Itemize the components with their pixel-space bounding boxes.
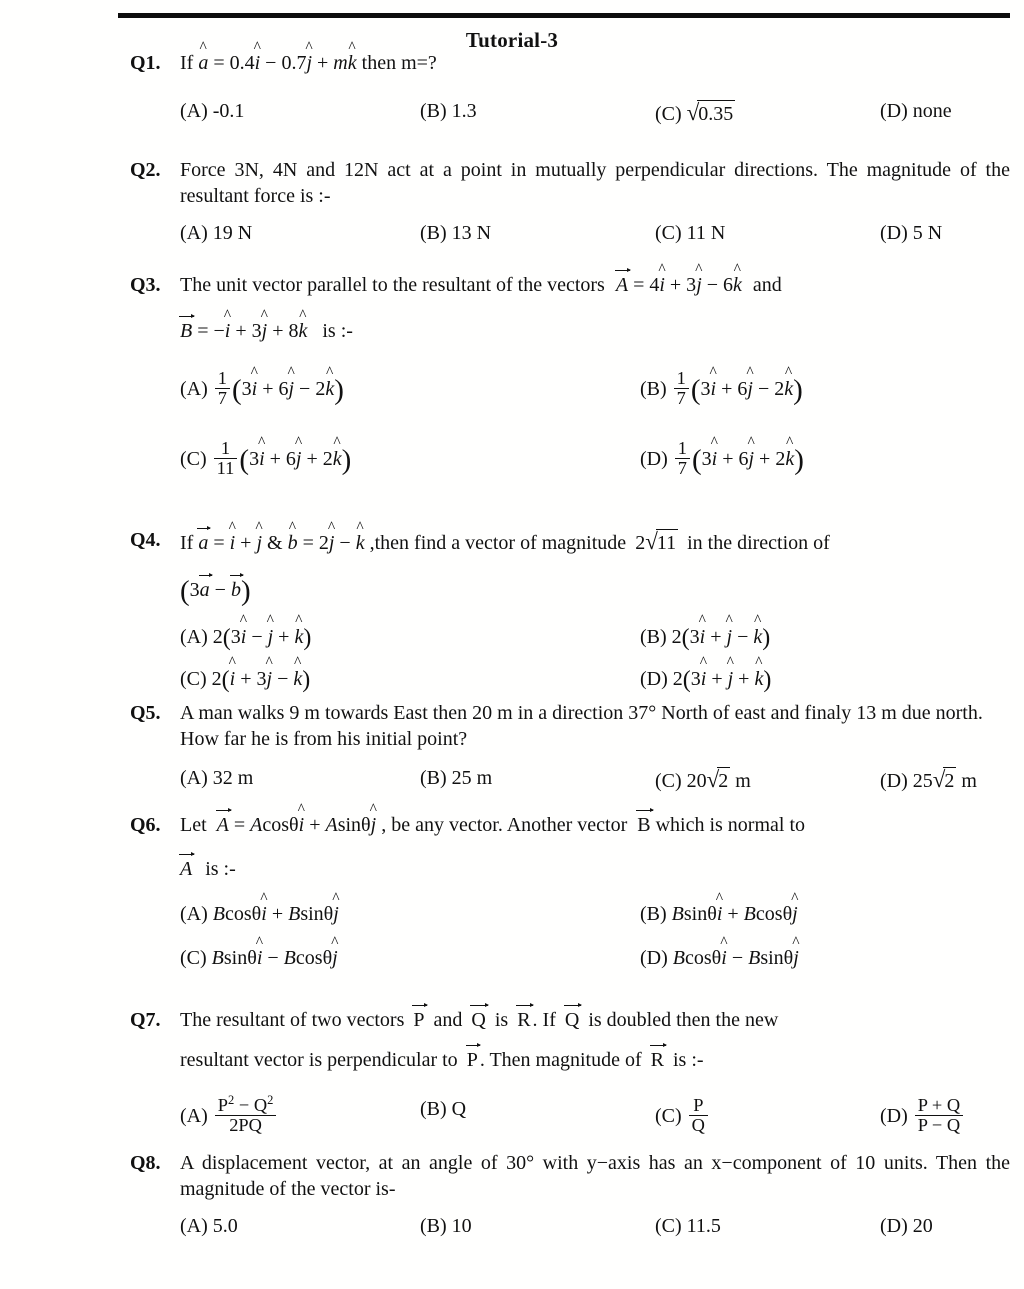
header-rule (118, 13, 1010, 18)
option-a-value: -0.1 (212, 100, 245, 123)
question-text (180, 812, 1010, 838)
options-q8 (180, 1213, 1010, 1247)
option-b-value: 13 N (451, 221, 492, 244)
option-a[interactable]: (A) 32 m (180, 766, 254, 789)
option-d[interactable]: (D) Bcosθi ^ − Bsinθj ^ (640, 945, 799, 971)
q7-seg1: The resultant of two vectors (180, 1009, 405, 1031)
q7-vector-q: Q (471, 1009, 485, 1031)
option-b[interactable]: (B) Bsinθi ^ + Bcosθj ^ (640, 901, 798, 927)
option-a[interactable]: (A) 5.0 (180, 1214, 238, 1237)
option-b[interactable]: (B) $\frac{1}{7}$ (3i ^ + 6j ^ − 2k ^) (640, 369, 803, 409)
question-text (180, 50, 1010, 76)
q6-vector-a: A = Acosθi ^ + Asinθj ^ (217, 814, 382, 836)
option-d-value: Bcosθi ^ − Bsinθj ^ (673, 947, 799, 969)
q7-vector-r: R (517, 1009, 530, 1031)
q4-vectors: a = i ^ + j ^ & b ^ = 2j ^ − k ^ (198, 532, 369, 554)
q4-lead: If (180, 532, 194, 554)
q7-seg3: is (494, 1009, 509, 1031)
q1-trail: then m=? (361, 52, 437, 74)
option-row (180, 765, 1010, 799)
option-a-value: 32 m (212, 766, 254, 789)
question-text (180, 1007, 1010, 1033)
q7-seg4: . If (532, 1009, 556, 1031)
question-heading (130, 1150, 1010, 1203)
option-d-value: 25√2 m (912, 766, 977, 792)
q6-vector-a2: A (180, 858, 192, 880)
question-heading (130, 1007, 1010, 1033)
option-row (180, 220, 1010, 254)
question-number: Q8. (130, 1152, 161, 1174)
question-number: Q2. (130, 159, 161, 181)
option-c[interactable]: (C) √0.35 (655, 98, 735, 128)
options-q5 (180, 765, 1010, 799)
q7-seg7: . Then magnitude of (479, 1049, 642, 1072)
q6-trail: which is normal to (655, 814, 806, 836)
q7-seg2: and (433, 1009, 463, 1031)
q6-mid: , be any vector. Another vector (381, 814, 628, 836)
question-block-q3 (130, 272, 1010, 495)
option-row (180, 98, 1010, 132)
q7-vector-r2: R (651, 1049, 664, 1071)
question-block-q8 (130, 1150, 1010, 1247)
q4-trail: in the direction of (687, 532, 830, 554)
option-d-value: 20 (912, 1214, 933, 1237)
option-a[interactable]: (A) -0.1 (180, 100, 245, 123)
option-a[interactable]: (A) $\frac{P^2 - Q^2}{2PQ}$ (180, 1096, 278, 1136)
option-row (180, 666, 1010, 700)
option-c-value: √0.35 (686, 100, 734, 126)
option-a[interactable]: (A) Bcosθi ^ + Bsinθj ^ (180, 901, 339, 927)
question-text (180, 527, 1010, 557)
option-row (180, 624, 1010, 658)
q1-lead: If (180, 52, 194, 74)
option-b-value: 2(3i ^ + j ^ − k ^) (672, 626, 771, 648)
option-b[interactable]: (B) 13 N (420, 221, 492, 244)
q1-formula: a ^ = 0.4i ^ − 0.7j ^ + mk ^ (198, 52, 361, 74)
option-b-value: $\frac{1}{7}$ (3i ^ + 6j ^ − 2k ^) (672, 378, 803, 400)
option-d[interactable]: (D) 25√2 m (880, 766, 977, 792)
q4-mid: ,then find a vector of magnitude (369, 532, 627, 554)
question-continuation (180, 1047, 1010, 1073)
option-c[interactable]: (C) $\frac{1}{11}$ (3i ^ + 6j ^ + 2k ^) (180, 439, 351, 479)
option-c[interactable]: (C) 20√2 m (655, 766, 751, 792)
option-d[interactable]: (D) $\frac{P + Q}{P - Q}$ (880, 1096, 965, 1136)
q3-vector-b: B = −i ^ + 3j ^ + 8k ^ (180, 320, 312, 342)
option-d-value: $\frac{P + Q}{P - Q}$ (913, 1105, 965, 1127)
q3-vector-a: A = 4i ^ + 3j ^ − 6k ^ (616, 274, 747, 296)
question-text: Force 3N, 4N and 12N act at a point in mutually perpendicular directions. The magnitude of the resultant force is :- (180, 159, 1010, 208)
options-q4 (180, 624, 1010, 700)
question-heading (130, 812, 1010, 838)
page-title: Tutorial-3 (465, 28, 559, 52)
question-block-q7 (130, 1007, 1010, 1152)
option-d-value: $\frac{1}{7}$ (3i ^ + 6j ^ + 2k ^) (673, 448, 804, 470)
question-heading (130, 700, 1010, 753)
option-c[interactable]: (C) Bsinθi ^ − Bcosθj ^ (180, 945, 338, 971)
option-b-value: Bsinθi ^ + Bcosθj ^ (672, 903, 798, 925)
option-d[interactable]: (D) $\frac{1}{7}$ (3i ^ + 6j ^ + 2k ^) (640, 439, 804, 479)
question-number: Q6. (130, 814, 161, 836)
option-b-value: 10 (451, 1214, 472, 1237)
q6-tail2: is :- (205, 858, 236, 881)
q7-seg8: is :- (672, 1049, 704, 1072)
option-row (180, 1092, 1010, 1152)
q7-seg6: resultant vector is perpendicular to (180, 1049, 458, 1072)
option-b[interactable]: (B) 2(3i ^ + j ^ − k ^) (640, 624, 770, 650)
options-q7 (180, 1092, 1010, 1152)
option-a-value: $\frac{P^2 - Q^2}{2PQ}$ (213, 1105, 279, 1127)
q3-mid: and (752, 274, 782, 296)
question-text: A displacement vector, at an angle of 30° with y−axis has an x−component of 10 units. Then the magnitude of the vector is- (180, 1152, 1010, 1201)
question-continuation (180, 318, 1010, 344)
option-d-value: 2(3i ^ + j ^ + k ^) (673, 668, 772, 690)
option-a-value: Bcosθi ^ + Bsinθj ^ (213, 903, 339, 925)
option-b-value: 25 m (451, 766, 493, 789)
options-q1 (180, 98, 1010, 132)
option-row (180, 901, 1010, 935)
option-d-value: 5 N (912, 221, 943, 244)
question-block-q5 (130, 700, 1010, 799)
question-heading (130, 527, 1010, 557)
option-row (180, 369, 1010, 425)
option-b[interactable]: (B) 25 m (420, 766, 493, 789)
q7-seg5: is doubled then the new (588, 1009, 779, 1031)
option-c-value: 11.5 (686, 1214, 721, 1237)
option-c-value: 11 N (686, 221, 726, 244)
question-continuation (180, 575, 1010, 608)
q4-expression: (3a − b) (180, 575, 251, 608)
option-c[interactable]: (C) 11 N (655, 221, 726, 244)
option-d[interactable]: (D) 20 (880, 1214, 933, 1237)
question-text (180, 272, 1010, 298)
options-q6 (180, 901, 1010, 979)
option-a[interactable]: (A) $\frac{1}{7}$ (3i ^ + 6j ^ − 2k ^) (180, 369, 344, 409)
option-b-value: Q (451, 1097, 467, 1120)
question-number: Q4. (130, 529, 161, 551)
question-text: A man walks 9 m towards East then 20 m in a direction 37° North of east and finaly 13 m due north. How far he is from his initial point? (180, 702, 983, 751)
option-c-value: 20√2 m (686, 766, 751, 792)
option-c[interactable]: (C) 2(i ^ + 3j ^ − k ^) (180, 666, 310, 692)
option-a[interactable]: (A) 2(3i ^ − j ^ + k ^) (180, 624, 311, 650)
option-b[interactable]: (B) 10 (420, 1214, 472, 1237)
q3-trail: is :- (322, 320, 353, 343)
option-b[interactable]: (B) 1.3 (420, 100, 477, 123)
option-d-value: none (912, 100, 952, 123)
option-a-value: 5.0 (212, 1214, 238, 1237)
option-c[interactable]: (C) $\frac{P}{Q}$ (655, 1096, 710, 1136)
question-block-q2 (130, 157, 1010, 254)
option-c-value: $\frac{1}{11}$ (3i ^ + 6j ^ + 2k ^) (212, 448, 352, 470)
option-row (180, 945, 1010, 979)
question-continuation (180, 856, 1010, 882)
options-q3 (180, 369, 1010, 495)
option-a-value: 19 N (212, 221, 253, 244)
option-c-value: Bsinθi ^ − Bcosθj ^ (212, 947, 338, 969)
question-heading (130, 272, 1010, 298)
question-block-q4 (130, 527, 1010, 700)
q7-vector-p: P (413, 1009, 424, 1031)
question-number: Q5. (130, 702, 161, 724)
option-c-value: 2(i ^ + 3j ^ − k ^) (212, 668, 311, 690)
options-q2 (180, 220, 1010, 254)
option-c[interactable]: (C) 11.5 (655, 1214, 721, 1237)
question-block-q6 (130, 812, 1010, 979)
option-b-value: 1.3 (451, 100, 477, 123)
option-a[interactable]: (A) 19 N (180, 221, 253, 244)
option-d[interactable]: (D) 2(3i ^ + j ^ + k ^) (640, 666, 771, 692)
question-heading (130, 50, 1010, 76)
q6-lead: Let (180, 814, 207, 836)
question-heading (130, 157, 1010, 210)
option-a-value: $\frac{1}{7}$ (3i ^ + 6j ^ − 2k ^) (213, 378, 344, 400)
question-number: Q1. (130, 52, 161, 74)
question-number: Q7. (130, 1009, 161, 1031)
option-a-value: 2(3i ^ − j ^ + k ^) (213, 626, 312, 648)
q6-vector-b: B (637, 814, 650, 836)
q7-vector-q2: Q (565, 1009, 579, 1031)
question-block-q1 (130, 50, 1010, 132)
q7-vector-p2: P (467, 1049, 478, 1071)
q4-magnitude: 2√11 (635, 527, 678, 557)
q3-lead: The unit vector parallel to the resultant of the vectors (180, 274, 605, 296)
option-d[interactable]: (D) 5 N (880, 221, 943, 244)
option-row (180, 1213, 1010, 1247)
question-number: Q3. (130, 274, 161, 296)
option-row (180, 439, 1010, 495)
option-d[interactable]: (D) none (880, 100, 952, 123)
option-c-value: $\frac{P}{Q}$ (687, 1105, 710, 1127)
option-b[interactable]: (B) Q (420, 1097, 467, 1120)
